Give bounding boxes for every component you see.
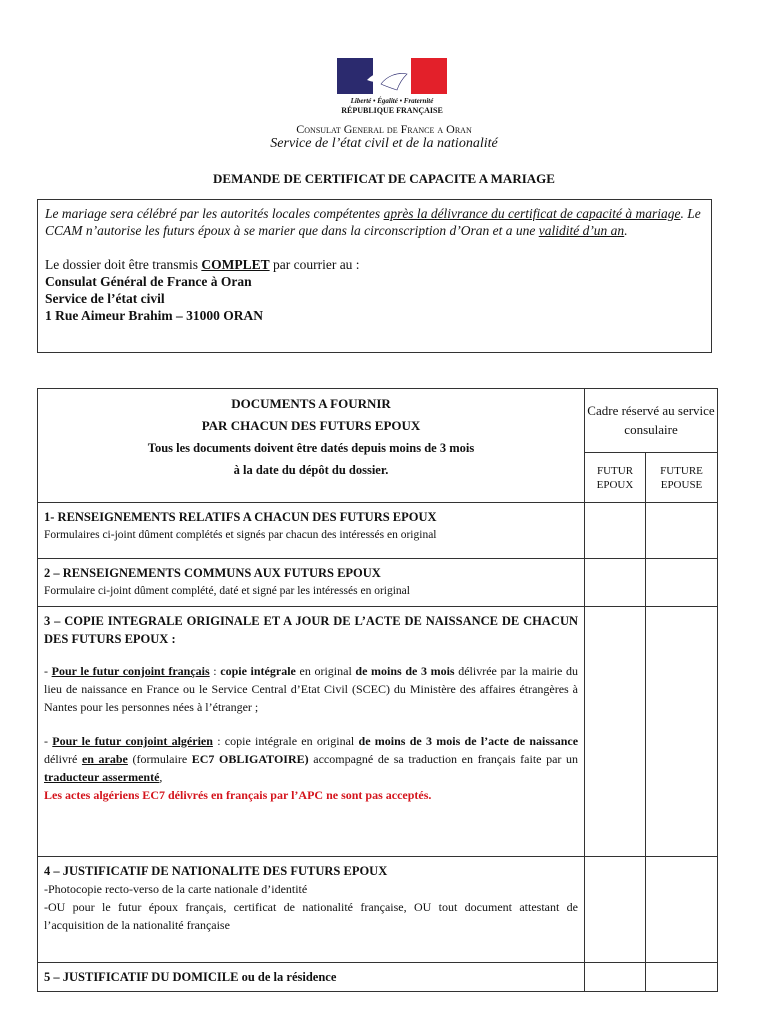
- section-3: 3 – COPIE INTEGRALE ORIGINALE ET A JOUR DE L’ACTE DE NAISSANCE DE CHACUN DES FUTURS EPOUX : - Pour le futur conjoint français : copie intégrale en original de moins de 3 mois délivrée par la mairie du lieu de naissance en France ou le Service Central d’Etat Civil (SCEC) du Ministère des affaires étrangères à Nantes pour les personnes nées à l’étranger ; - Pour le futur conjoint algérien : copie intégrale en original de moins de 3 mois de l’acte de naissance délivré en arabe (formulaire EC7 OBLIGATOIRE) accompagné de sa traduction en français faite par un traducteur assermenté, Les actes algériens EC7 délivrés en français par l’APC ne sont pas acceptés.: [38, 607, 585, 857]
- check-cell[interactable]: [585, 857, 646, 963]
- col-future-epouse: FUTURE EPOUSE: [646, 453, 718, 503]
- marianne-logo-icon: [337, 58, 447, 94]
- service-name: Service de l’état civil et de la nationalité: [270, 136, 498, 151]
- check-cell[interactable]: [585, 963, 646, 992]
- republic-label: RÉPUBLIQUE FRANÇAISE: [341, 106, 443, 115]
- check-cell[interactable]: [646, 503, 718, 559]
- section-2: 2 – RENSEIGNEMENTS COMMUNS AUX FUTURS EPOUX Formulaire ci-joint dûment complété, daté et signé par les intéressés en original: [38, 559, 585, 607]
- warning-text: Les actes algériens EC7 délivrés en français par l’APC ne sont pas acceptés.: [44, 788, 432, 802]
- table-header: DOCUMENTS A FOURNIR PAR CHACUN DES FUTURS EPOUX Tous les documents doivent être datés depuis moins de 3 mois à la date du dépôt du dossier.: [38, 389, 585, 503]
- check-cell[interactable]: [585, 503, 646, 559]
- page-title: DEMANDE DE CERTIFICAT DE CAPACITE A MARIAGE: [213, 171, 555, 186]
- documents-table: [37, 388, 718, 992]
- address-line-3: 1 Rue Aimeur Brahim – 31000 ORAN: [45, 308, 263, 323]
- check-cell[interactable]: [585, 559, 646, 607]
- consulat-name: Consulat General de France a Oran: [296, 122, 472, 136]
- marianne-logo: [337, 58, 447, 115]
- check-cell[interactable]: [646, 963, 718, 992]
- col-futur-epoux: FUTUR EPOUX: [585, 453, 646, 503]
- check-cell[interactable]: [646, 607, 718, 857]
- consular-reserved-label: Cadre réservé au service consulaire: [585, 389, 718, 453]
- section-5: 5 – JUSTIFICATIF DU DOMICILE ou de la résidence: [38, 963, 585, 992]
- address-line-1: Consulat Général de France à Oran: [45, 274, 252, 289]
- section-1: 1- RENSEIGNEMENTS RELATIFS A CHACUN DES FUTURS EPOUX Formulaires ci-joint dûment complétés et signés par chacun des intéressés en original: [38, 503, 585, 559]
- check-cell[interactable]: [646, 857, 718, 963]
- section-4: 4 – JUSTIFICATIF DE NATIONALITE DES FUTURS EPOUX -Photocopie recto-verso de la carte nationale d’identité -OU pour le futur époux français, certificat de nationalité française, OU tout document attestant de l’acquisition de la nationalité française: [38, 857, 585, 963]
- notice-text: Le mariage sera célébré par les autorités locales compétentes après la délivrance du certificat de capacité à mariage. Le CCAM n’autorise les futurs époux à se marier que dans la circonscription d’Oran et a une validité d’un an.: [45, 206, 701, 238]
- check-cell[interactable]: [646, 559, 718, 607]
- address-line-2: Service de l’état civil: [45, 291, 165, 306]
- address-block: Le dossier doit être transmis COMPLET par courrier au : Consulat Général de France à Oran Service de l’état civil 1 Rue Aimeur Brahim – 31000 ORAN: [45, 257, 360, 323]
- motto: Liberté • Égalité • Fraternité: [350, 97, 434, 105]
- notice-box: [37, 199, 712, 353]
- check-cell[interactable]: [585, 607, 646, 857]
